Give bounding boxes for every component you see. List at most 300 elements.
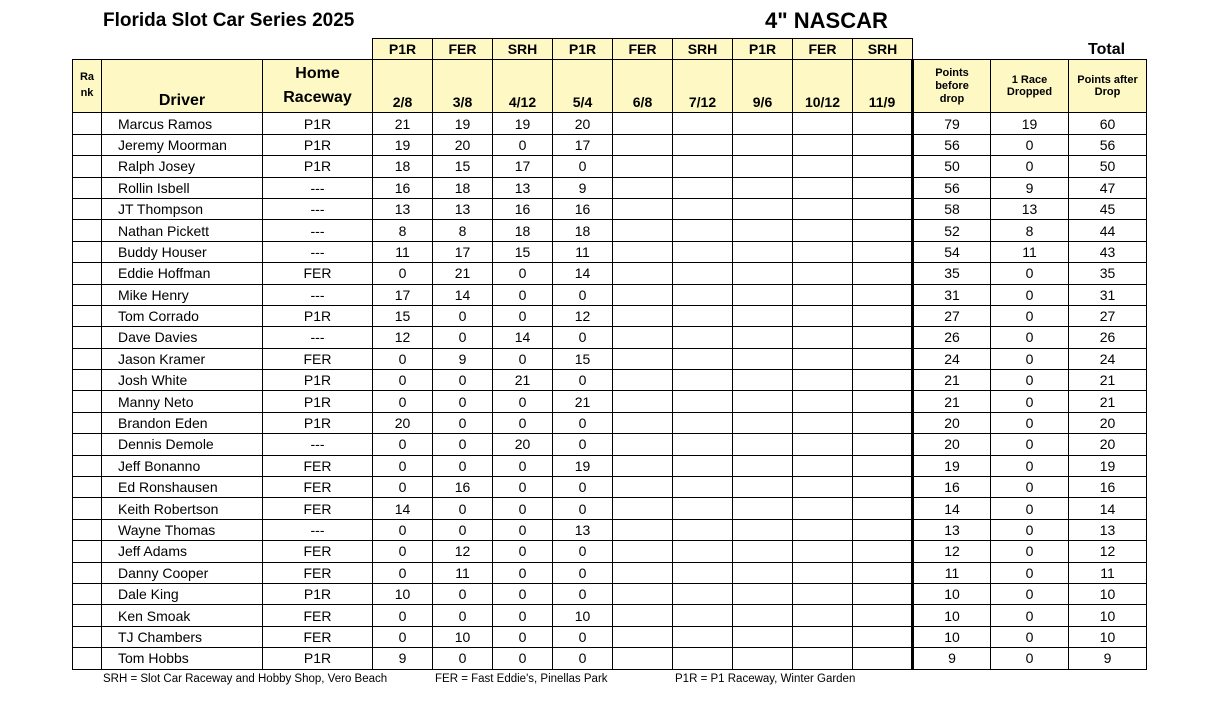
points-before-drop-cell: 10 xyxy=(913,626,991,647)
race-score-cell xyxy=(673,284,733,305)
race-score-cell xyxy=(733,156,793,177)
home-raceway-cell: --- xyxy=(263,434,373,455)
table-row xyxy=(73,370,1147,391)
race-score-cell xyxy=(853,134,913,155)
race-score-cell xyxy=(853,284,913,305)
driver-name-cell: Jeremy Moorman xyxy=(102,134,263,155)
race-score-cell: 18 xyxy=(553,220,613,241)
race-score-cell: 0 xyxy=(373,541,433,562)
race-dropped-cell: 0 xyxy=(991,648,1069,669)
race-score-cell: 0 xyxy=(553,412,613,433)
points-before-drop-cell: 50 xyxy=(913,156,991,177)
rank-header: Ra nk xyxy=(73,60,102,113)
race-dropped-cell: 0 xyxy=(991,562,1069,583)
table-row xyxy=(73,156,1147,177)
race-score-cell: 0 xyxy=(493,626,553,647)
race-score-cell: 13 xyxy=(433,198,493,219)
race-score-cell xyxy=(613,241,673,262)
race-score-cell: 20 xyxy=(373,412,433,433)
race-score-cell xyxy=(793,648,853,669)
race-dropped-cell: 19 xyxy=(991,113,1069,134)
race-score-cell xyxy=(853,327,913,348)
rank-cell xyxy=(73,648,102,669)
race-dropped-cell: 0 xyxy=(991,284,1069,305)
home-raceway-cell: FER xyxy=(263,348,373,369)
race-score-cell xyxy=(793,156,853,177)
race-score-cell: 10 xyxy=(433,626,493,647)
race-score-cell xyxy=(793,498,853,519)
race-venue-header: SRH xyxy=(853,39,913,60)
race-score-cell xyxy=(733,348,793,369)
race-score-cell xyxy=(673,519,733,540)
home-raceway-cell: P1R xyxy=(263,305,373,326)
race-score-cell xyxy=(613,562,673,583)
race-score-cell: 0 xyxy=(553,583,613,604)
rank-cell xyxy=(73,241,102,262)
table-row xyxy=(73,412,1147,433)
points-after-drop-cell: 12 xyxy=(1069,541,1147,562)
race-score-cell: 18 xyxy=(433,177,493,198)
home-raceway-cell: FER xyxy=(263,498,373,519)
race-score-cell xyxy=(733,327,793,348)
driver-name-cell: Dennis Demole xyxy=(102,434,263,455)
race-score-cell: 0 xyxy=(553,477,613,498)
race-score-cell xyxy=(613,519,673,540)
race-score-cell: 0 xyxy=(493,455,553,476)
home-raceway-cell: FER xyxy=(263,562,373,583)
home-raceway-cell: P1R xyxy=(263,134,373,155)
race-score-cell xyxy=(853,370,913,391)
race-score-cell: 0 xyxy=(493,391,553,412)
race-score-cell: 15 xyxy=(553,348,613,369)
race-score-cell xyxy=(793,519,853,540)
race-score-cell: 0 xyxy=(553,434,613,455)
race-score-cell: 14 xyxy=(553,263,613,284)
race-score-cell: 20 xyxy=(493,434,553,455)
race-score-cell xyxy=(733,626,793,647)
race-score-cell: 0 xyxy=(433,605,493,626)
home-raceway-header: Home Raceway xyxy=(263,60,373,113)
driver-name-cell: Danny Cooper xyxy=(102,562,263,583)
points-before-drop-header: Points before drop xyxy=(913,60,991,113)
table-row xyxy=(73,198,1147,219)
race-score-cell xyxy=(853,626,913,647)
race-score-cell: 0 xyxy=(433,648,493,669)
race-dropped-header: 1 Race Dropped xyxy=(991,60,1069,113)
home-raceway-cell: FER xyxy=(263,626,373,647)
race-score-cell: 13 xyxy=(553,519,613,540)
race-score-cell: 0 xyxy=(373,391,433,412)
race-score-cell xyxy=(673,583,733,604)
race-score-cell xyxy=(853,434,913,455)
race-score-cell xyxy=(793,541,853,562)
race-venue-header: P1R xyxy=(553,39,613,60)
race-score-cell xyxy=(613,605,673,626)
race-score-cell: 0 xyxy=(493,284,553,305)
points-before-drop-cell: 14 xyxy=(913,498,991,519)
race-score-cell: 0 xyxy=(493,541,553,562)
race-dropped-cell: 0 xyxy=(991,455,1069,476)
points-before-drop-cell: 35 xyxy=(913,263,991,284)
table-row xyxy=(73,327,1147,348)
points-after-drop-cell: 19 xyxy=(1069,455,1147,476)
home-raceway-cell: P1R xyxy=(263,113,373,134)
race-score-cell: 0 xyxy=(433,434,493,455)
points-after-drop-cell: 50 xyxy=(1069,156,1147,177)
race-score-cell xyxy=(673,305,733,326)
driver-name-cell: Jeff Bonanno xyxy=(102,455,263,476)
race-score-cell: 19 xyxy=(373,134,433,155)
footer-fer-legend: FER = Fast Eddie's, Pinellas Park xyxy=(435,673,608,685)
race-score-cell xyxy=(793,113,853,134)
table-row xyxy=(73,263,1147,284)
rank-cell xyxy=(73,134,102,155)
race-score-cell xyxy=(613,220,673,241)
race-score-cell xyxy=(793,305,853,326)
race-score-cell: 10 xyxy=(373,583,433,604)
race-score-cell: 20 xyxy=(553,113,613,134)
driver-name-cell: Marcus Ramos xyxy=(102,113,263,134)
race-dropped-cell: 0 xyxy=(991,305,1069,326)
race-score-cell xyxy=(733,434,793,455)
race-score-cell xyxy=(793,370,853,391)
points-after-drop-cell: 21 xyxy=(1069,370,1147,391)
race-dropped-cell: 0 xyxy=(991,434,1069,455)
race-score-cell xyxy=(673,434,733,455)
race-score-cell: 0 xyxy=(433,583,493,604)
race-score-cell xyxy=(853,177,913,198)
home-raceway-cell: --- xyxy=(263,241,373,262)
driver-header: Driver xyxy=(102,60,263,113)
table-row xyxy=(73,626,1147,647)
race-score-cell xyxy=(733,241,793,262)
race-score-cell xyxy=(733,605,793,626)
table-row xyxy=(73,541,1147,562)
points-after-drop-cell: 10 xyxy=(1069,605,1147,626)
race-score-cell: 0 xyxy=(373,562,433,583)
race-score-cell: 0 xyxy=(373,519,433,540)
race-score-cell: 0 xyxy=(493,519,553,540)
table-row xyxy=(73,455,1147,476)
race-score-cell: 17 xyxy=(433,241,493,262)
race-score-cell: 0 xyxy=(433,370,493,391)
race-score-cell: 0 xyxy=(433,519,493,540)
race-score-cell xyxy=(733,305,793,326)
race-score-cell: 14 xyxy=(373,498,433,519)
points-before-drop-cell: 9 xyxy=(913,648,991,669)
race-score-cell: 0 xyxy=(493,477,553,498)
race-score-cell xyxy=(613,498,673,519)
race-score-cell xyxy=(793,284,853,305)
race-score-cell xyxy=(673,134,733,155)
table-row xyxy=(73,134,1147,155)
race-dropped-cell: 13 xyxy=(991,198,1069,219)
table-row xyxy=(73,284,1147,305)
race-score-cell xyxy=(673,477,733,498)
column-header-row xyxy=(73,60,1147,113)
standings-body xyxy=(73,113,1147,669)
race-score-cell: 0 xyxy=(553,327,613,348)
table-row xyxy=(73,220,1147,241)
points-before-drop-cell: 20 xyxy=(913,412,991,433)
race-score-cell xyxy=(733,412,793,433)
table-row xyxy=(73,348,1147,369)
class-title: 4" NASCAR xyxy=(765,8,888,33)
race-score-cell: 0 xyxy=(373,434,433,455)
race-score-cell: 21 xyxy=(493,370,553,391)
points-before-drop-cell: 31 xyxy=(913,284,991,305)
driver-name-cell: Keith Robertson xyxy=(102,498,263,519)
race-score-cell xyxy=(673,177,733,198)
race-score-cell xyxy=(793,391,853,412)
race-score-cell xyxy=(613,305,673,326)
race-score-cell xyxy=(673,327,733,348)
driver-name-cell: Rollin Isbell xyxy=(102,177,263,198)
driver-name-cell: Josh White xyxy=(102,370,263,391)
points-before-drop-cell: 19 xyxy=(913,455,991,476)
race-score-cell xyxy=(673,626,733,647)
race-date-header: 9/6 xyxy=(733,60,793,113)
race-dropped-cell: 0 xyxy=(991,605,1069,626)
race-score-cell xyxy=(613,113,673,134)
race-score-cell xyxy=(853,220,913,241)
race-score-cell xyxy=(733,498,793,519)
race-score-cell: 0 xyxy=(373,263,433,284)
rank-cell xyxy=(73,583,102,604)
rank-cell xyxy=(73,220,102,241)
race-score-cell xyxy=(853,519,913,540)
race-score-cell: 0 xyxy=(493,305,553,326)
race-dropped-cell: 0 xyxy=(991,412,1069,433)
table-row xyxy=(73,113,1147,134)
race-score-cell: 19 xyxy=(493,113,553,134)
points-before-drop-cell: 21 xyxy=(913,370,991,391)
points-after-drop-cell: 9 xyxy=(1069,648,1147,669)
points-after-drop-cell: 13 xyxy=(1069,519,1147,540)
table-row xyxy=(73,605,1147,626)
driver-name-cell: Nathan Pickett xyxy=(102,220,263,241)
points-after-drop-cell: 47 xyxy=(1069,177,1147,198)
race-score-cell xyxy=(733,477,793,498)
race-score-cell: 14 xyxy=(433,284,493,305)
home-raceway-cell: FER xyxy=(263,477,373,498)
race-score-cell: 0 xyxy=(493,583,553,604)
rank-cell xyxy=(73,434,102,455)
race-score-cell xyxy=(793,434,853,455)
race-score-cell xyxy=(613,327,673,348)
race-score-cell xyxy=(793,241,853,262)
rank-cell xyxy=(73,327,102,348)
page-title: Florida Slot Car Series 2025 xyxy=(103,10,355,31)
race-venue-header: P1R xyxy=(373,39,433,60)
race-score-cell xyxy=(733,177,793,198)
race-score-cell xyxy=(793,562,853,583)
race-score-cell xyxy=(733,391,793,412)
race-score-cell xyxy=(793,198,853,219)
race-score-cell xyxy=(613,263,673,284)
race-dropped-cell: 0 xyxy=(991,391,1069,412)
driver-name-cell: Jason Kramer xyxy=(102,348,263,369)
race-score-cell xyxy=(853,198,913,219)
race-score-cell xyxy=(673,391,733,412)
table-row xyxy=(73,391,1147,412)
points-before-drop-cell: 56 xyxy=(913,177,991,198)
race-score-cell: 0 xyxy=(373,370,433,391)
venue-header-row xyxy=(73,39,1147,60)
race-score-cell xyxy=(733,134,793,155)
race-score-cell xyxy=(613,626,673,647)
footer-srh-legend: SRH = Slot Car Raceway and Hobby Shop, Vero Beach xyxy=(103,673,388,685)
race-score-cell xyxy=(673,263,733,284)
points-after-drop-cell: 11 xyxy=(1069,562,1147,583)
race-score-cell: 9 xyxy=(373,648,433,669)
race-score-cell xyxy=(793,583,853,604)
race-dropped-cell: 0 xyxy=(991,263,1069,284)
points-before-drop-cell: 12 xyxy=(913,541,991,562)
race-score-cell: 15 xyxy=(493,241,553,262)
race-score-cell xyxy=(613,412,673,433)
race-score-cell: 0 xyxy=(373,477,433,498)
driver-name-cell: Manny Neto xyxy=(102,391,263,412)
race-score-cell: 0 xyxy=(553,626,613,647)
driver-name-cell: Ken Smoak xyxy=(102,605,263,626)
home-raceway-cell: P1R xyxy=(263,156,373,177)
race-score-cell: 0 xyxy=(373,605,433,626)
race-date-header: 2/8 xyxy=(373,60,433,113)
points-before-drop-cell: 54 xyxy=(913,241,991,262)
race-score-cell: 0 xyxy=(553,648,613,669)
race-score-cell xyxy=(673,198,733,219)
race-score-cell: 0 xyxy=(433,305,493,326)
race-dropped-cell: 0 xyxy=(991,541,1069,562)
race-score-cell: 0 xyxy=(493,648,553,669)
race-score-cell xyxy=(793,477,853,498)
race-venue-header: P1R xyxy=(733,39,793,60)
race-score-cell xyxy=(673,412,733,433)
points-after-drop-cell: 27 xyxy=(1069,305,1147,326)
race-score-cell: 0 xyxy=(553,156,613,177)
race-date-header: 7/12 xyxy=(673,60,733,113)
race-date-header: 11/9 xyxy=(853,60,913,113)
race-score-cell xyxy=(613,348,673,369)
driver-name-cell: Tom Corrado xyxy=(102,305,263,326)
race-score-cell xyxy=(673,348,733,369)
rank-cell xyxy=(73,605,102,626)
race-score-cell xyxy=(673,113,733,134)
points-before-drop-cell: 20 xyxy=(913,434,991,455)
rank-cell xyxy=(73,562,102,583)
race-dropped-cell: 11 xyxy=(991,241,1069,262)
race-score-cell: 17 xyxy=(373,284,433,305)
home-raceway-cell: FER xyxy=(263,605,373,626)
race-score-cell xyxy=(793,220,853,241)
race-score-cell: 21 xyxy=(433,263,493,284)
points-before-drop-cell: 21 xyxy=(913,391,991,412)
home-raceway-cell: --- xyxy=(263,198,373,219)
race-score-cell xyxy=(793,263,853,284)
race-score-cell xyxy=(673,605,733,626)
race-dropped-cell: 0 xyxy=(991,498,1069,519)
race-venue-header: SRH xyxy=(673,39,733,60)
race-score-cell xyxy=(673,541,733,562)
home-raceway-cell: P1R xyxy=(263,391,373,412)
race-score-cell xyxy=(853,455,913,476)
driver-name-cell: TJ Chambers xyxy=(102,626,263,647)
rank-cell xyxy=(73,177,102,198)
race-dropped-cell: 0 xyxy=(991,327,1069,348)
points-after-drop-cell: 20 xyxy=(1069,434,1147,455)
race-score-cell: 0 xyxy=(493,134,553,155)
race-dropped-cell: 9 xyxy=(991,177,1069,198)
table-row xyxy=(73,177,1147,198)
points-after-drop-cell: 10 xyxy=(1069,583,1147,604)
home-raceway-cell: P1R xyxy=(263,648,373,669)
race-score-cell: 15 xyxy=(433,156,493,177)
race-score-cell xyxy=(853,305,913,326)
race-score-cell xyxy=(853,562,913,583)
driver-name-cell: Dale King xyxy=(102,583,263,604)
home-raceway-cell: FER xyxy=(263,541,373,562)
rank-cell xyxy=(73,477,102,498)
rank-cell xyxy=(73,156,102,177)
rank-cell xyxy=(73,263,102,284)
race-score-cell xyxy=(613,391,673,412)
points-after-drop-cell: 56 xyxy=(1069,134,1147,155)
table-row xyxy=(73,305,1147,326)
race-score-cell: 0 xyxy=(553,541,613,562)
race-dropped-cell: 0 xyxy=(991,156,1069,177)
race-score-cell: 19 xyxy=(553,455,613,476)
race-score-cell: 0 xyxy=(433,455,493,476)
points-after-drop-cell: 31 xyxy=(1069,284,1147,305)
points-after-drop-cell: 43 xyxy=(1069,241,1147,262)
points-before-drop-cell: 26 xyxy=(913,327,991,348)
points-after-drop-cell: 26 xyxy=(1069,327,1147,348)
driver-name-cell: Tom Hobbs xyxy=(102,648,263,669)
race-score-cell: 0 xyxy=(373,455,433,476)
race-score-cell xyxy=(733,220,793,241)
table-row xyxy=(73,241,1147,262)
race-score-cell: 10 xyxy=(553,605,613,626)
race-score-cell xyxy=(613,198,673,219)
home-raceway-cell: P1R xyxy=(263,583,373,604)
points-before-drop-cell: 13 xyxy=(913,519,991,540)
rank-cell xyxy=(73,348,102,369)
race-score-cell xyxy=(733,284,793,305)
driver-name-cell: JT Thompson xyxy=(102,198,263,219)
table-row xyxy=(73,498,1147,519)
race-score-cell: 8 xyxy=(373,220,433,241)
rank-cell xyxy=(73,455,102,476)
race-score-cell: 0 xyxy=(553,562,613,583)
home-raceway-cell: --- xyxy=(263,327,373,348)
race-score-cell: 0 xyxy=(493,348,553,369)
points-after-drop-cell: 21 xyxy=(1069,391,1147,412)
rank-cell xyxy=(73,305,102,326)
rank-cell xyxy=(73,113,102,134)
race-score-cell: 12 xyxy=(553,305,613,326)
home-raceway-cell: FER xyxy=(263,263,373,284)
race-score-cell xyxy=(733,370,793,391)
race-score-cell xyxy=(673,156,733,177)
race-score-cell xyxy=(613,455,673,476)
points-after-drop-cell: 24 xyxy=(1069,348,1147,369)
home-raceway-cell: P1R xyxy=(263,370,373,391)
race-score-cell xyxy=(853,648,913,669)
points-after-drop-cell: 16 xyxy=(1069,477,1147,498)
home-raceway-cell: --- xyxy=(263,177,373,198)
race-date-header: 5/4 xyxy=(553,60,613,113)
